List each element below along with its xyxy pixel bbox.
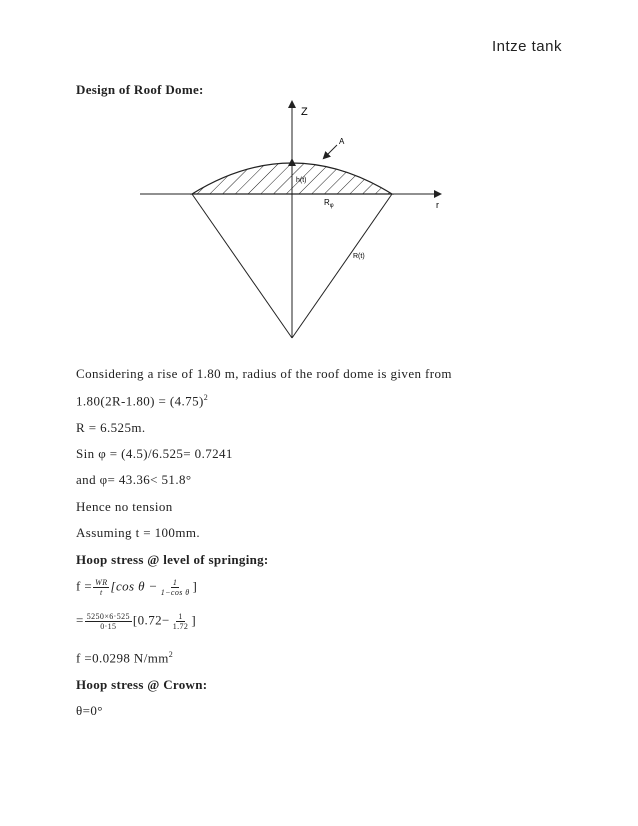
label-r-phi-sub: φ: [329, 203, 334, 209]
body-line-thickness: Assuming t = 100mm.: [76, 525, 200, 540]
page-header: Intze tank: [491, 38, 562, 55]
label-r-phi: R: [324, 198, 330, 207]
radius-line-left: [192, 194, 292, 338]
label-r-t: R(t): [353, 253, 365, 260]
heading-hoop-crown: Hoop stress @ Crown:: [76, 677, 208, 692]
a-pointer: [324, 145, 337, 158]
radius-line-right: [292, 194, 392, 338]
dome-diagram: [140, 98, 460, 348]
formula-hoop: f = $\frac{WR}{t}$ [cos θ − $\frac{1}{\text{1−cos θ}}$ ]: [76, 578, 198, 597]
axis-z-label: Z: [301, 106, 308, 118]
heading-hoop-springing: Hoop stress @ level of springing:: [76, 552, 269, 567]
label-h: h(t): [296, 177, 307, 184]
body-line-radius: R = 6.525m.: [76, 420, 146, 435]
body-line-phi: and φ= 43.36< 51.8°: [76, 472, 192, 487]
body-line-sin: Sin φ = (4.5)/6.525= 0.7241: [76, 446, 233, 461]
hoop-result: f =0.0298 $N/mm^2$: [76, 650, 174, 666]
label-a: A: [339, 137, 345, 146]
svg-text:Rφ: [324, 198, 334, 209]
formula-hoop-substituted: = $\frac{5250\times 6\cdot 525}{0\cdot 15}$ [0.72− $\frac{1}{1.72}$ ]: [76, 612, 197, 631]
crown-theta: θ=0°: [76, 703, 103, 718]
body-line-equation: $1.80(2R-1.80) = (4.75)^2$: [76, 393, 209, 409]
section-heading-roof-dome: Design of Roof Dome:: [76, 82, 204, 97]
body-line-no-tension: Hence no tension: [76, 499, 173, 514]
axis-r-label: r: [436, 200, 439, 210]
body-line-rise: Considering a rise of 1.80 m, radius of the roof dome is given from: [76, 366, 452, 381]
